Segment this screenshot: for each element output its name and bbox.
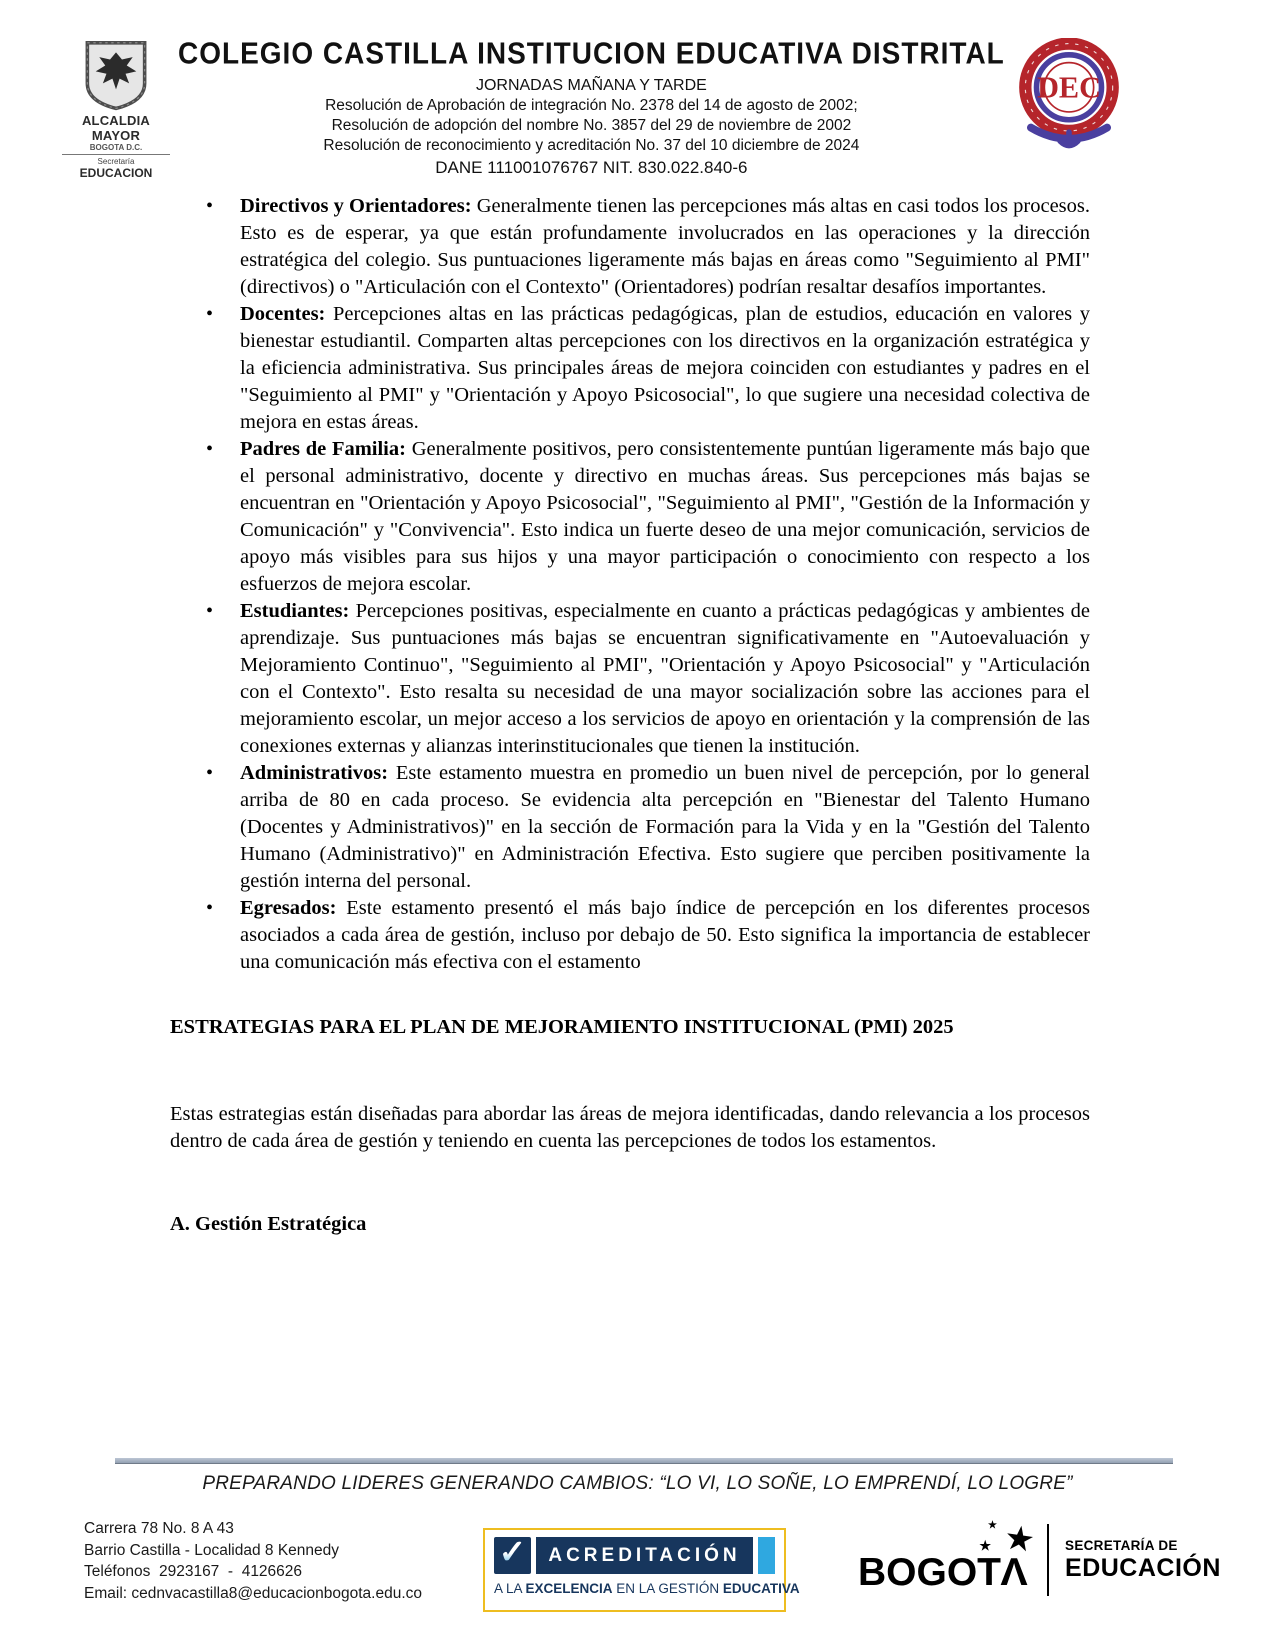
contact-email: Email: cednvacastilla8@educacionbogota.edu.co (84, 1584, 423, 1602)
bullet-text: Percepciones positivas, especialmente en cuanto a prácticas pedagógicas y ambientes de aprendizaje. Sus puntuaciones más bajas se encuentran significativamente en "Autoevaluación y Mejoramiento Continuo", "Seguimiento al PMI", "Orientación y Apoyo Psicosocial" y "Articulación con el Contexto". Esto resalta su necesidad de una mayor socialización sobre las acciones para el mejoramiento escolar, un mejor acceso a los servicios de apoyo en orientación y la comprensión de las conexiones externas y alianzas interinstitucionales que tienen la institución. (240, 600, 1090, 757)
accreditation-word: ACREDITACIÓN (536, 1537, 753, 1574)
bogota-secretaria-logo (858, 1520, 1221, 1596)
tagline-part: EN LA GESTIÓN (612, 1581, 723, 1596)
school-seal-icon (1013, 38, 1125, 150)
tagline-part-bold: EDUCATIVA (722, 1581, 800, 1596)
bullet-egresados (170, 895, 1090, 976)
subsection-a-heading: A. Gestión Estratégica (170, 1213, 367, 1235)
educacion-label: EDUCACIÓN (1065, 1553, 1221, 1582)
bullet-docentes (170, 301, 1090, 436)
bullet-text: Percepciones altas en las prácticas pedagógicas, plan de estudios, educación en valores y bienestar estudiantil. Comparten altas percepciones con los directivos en la organización estratégica y la eficiencia administrativa. Sus principales áreas de mejora coinciden con estudiantes y padres en el "Seguimiento al PMI" y "Orientación y Apoyo Psicosocial", lo que sugiere una necesidad colectiva de mejora en estas áreas. (240, 303, 1090, 433)
bullet-title: Docentes: (240, 303, 326, 325)
bullet-title: Directivos y Orientadores: (240, 195, 472, 217)
checkmark-icon (494, 1533, 531, 1574)
bullet-title: Administrativos: (240, 762, 389, 784)
alcaldia-educacion-label: EDUCACION (79, 166, 153, 180)
contact-address: Carrera 78 No. 8 A 43 (84, 1520, 234, 1537)
bullet-text: Este estamento muestra en promedio un buen nivel de percepción, por lo general arriba de 80 en cada proceso. Se evidencia alta percepción en "Bienestar del Talento Humano (Docentes y Administrativos)" en la sección de Formación para la Vida y en la "Gestión del Talento Humano (Administrativo)" en Administración Efectiva. Esto sugiere que perciben positivamente la gestión interna del personal. (240, 762, 1091, 892)
school-seal-logo (1013, 38, 1125, 150)
secretaria-educacion-text (1065, 1538, 1221, 1583)
document-body (170, 193, 1090, 1238)
bullet-text: Generalmente positivos, pero consistentemente puntúan ligeramente más bajo que el personal administrativo, docente y directivo en muchas áreas. Sus percepciones más bajas se encuentran en "Orientación y Apoyo Psicosocial", "Seguimiento al PMI", "Gestión de la Información y Comunicación" y "Convivencia". Esto indica un fuerte deseo de una mejor comunicación, servicios de apoyo más visibles para sus hijos y una mayor participación o conocimiento con respecto a los esfuerzos de mejora escolar. (240, 438, 1091, 595)
resolution-line-3: Resolución de reconocimiento y acreditación No. 37 del 10 diciembre de 2024 (323, 137, 860, 154)
star-icon: ★ (1004, 1521, 1036, 1558)
bullet-title: Padres de Familia: (240, 438, 406, 460)
bullet-padres-de-familia (170, 436, 1090, 598)
strategies-intro-paragraph: Estas estrategias están diseñadas para abordar las áreas de mejora identificadas, dando relevancia a los procesos dentro de cada área de gestión y teniendo en cuenta las percepciones de todos los estamentos. (170, 1103, 1090, 1152)
bogota-wordmark (858, 1520, 1036, 1595)
contact-phones: Teléfonos 2923167 - 4126626 (84, 1563, 303, 1580)
bullet-directivos-orientadores (170, 193, 1090, 301)
contact-neighborhood: Barrio Castilla - Localidad 8 Kennedy (84, 1541, 340, 1559)
tagline-part-bold: EXCELENCIA (525, 1581, 613, 1596)
accreditation-blue-box (758, 1537, 775, 1574)
alcaldia-mayor-logo (62, 38, 170, 180)
bullet-title: Estudiantes: (240, 600, 350, 622)
accreditation-banner-row (494, 1533, 775, 1574)
bogota-lambda: Λ (1000, 1551, 1028, 1594)
star-icon: ★ (988, 1520, 998, 1531)
accreditation-tagline (494, 1581, 800, 1596)
bullet-text: Este estamento presentó el más bajo índice de percepción en los diferentes procesos asociados a cada área de gestión, incluso por debajo de 50. Esto significa la importancia de establecer una comunicación más efectiva con el estamento (240, 897, 1090, 973)
dane-nit-line: DANE 111001076767 NIT. 830.022.840-6 (435, 158, 748, 177)
alcaldia-shield-icon (80, 38, 152, 112)
bogota-text: BOGOT (858, 1551, 1001, 1594)
bullet-administrativos (170, 760, 1090, 895)
accreditation-badge (483, 1528, 800, 1612)
bullet-title: Egresados: (240, 897, 337, 919)
resolution-line-2: Resolución de adopción del nombre No. 3857 del 29 de noviembre de 2002 (331, 117, 852, 134)
strategies-heading: ESTRATEGIAS PARA EL PLAN DE MEJORAMIENTO INSTITUCIONAL (PMI) 2025 (170, 1016, 954, 1038)
star-icon: ★ (979, 1538, 992, 1553)
logo-divider (1047, 1524, 1049, 1596)
secretaria-de-label: SECRETARÍA DE (1065, 1537, 1178, 1553)
alcaldia-label: ALCALDIA MAYOR (81, 113, 151, 143)
alcaldia-secretaria-label: Secretaría (97, 157, 135, 166)
alcaldia-city-label: BOGOTA D.C. (62, 143, 170, 155)
check-glyph: ✓ (498, 1533, 527, 1570)
school-name: COLEGIO CASTILLA INSTITUCION EDUCATIVA DISTRITAL (178, 36, 1005, 71)
resolution-line-1: Resolución de Aprobación de integración No. 2378 del 14 de agosto de 2002; (325, 97, 858, 114)
svg-text:DEC: DEC (1036, 70, 1101, 105)
jornadas-line: JORNADAS MAÑANA Y TARDE (475, 77, 707, 94)
document-header (62, 36, 1101, 180)
bullet-estudiantes (170, 598, 1090, 760)
contact-info-block (84, 1518, 422, 1604)
tagline-part: A LA (494, 1581, 526, 1596)
header-text-block (170, 38, 1013, 178)
bullet-text: Generalmente tienen las percepciones más altas en casi todos los procesos. Esto es de esperar, ya que están profundamente involucrados en las operaciones y la dirección estratégica del colegio. Sus puntuaciones ligeramente más bajas en áreas como "Seguimiento al PMI" (directivos) o "Articulación con el Contexto" (Orientadores) podrían resaltar desafíos importantes. (240, 195, 1091, 298)
footer-divider (115, 1458, 1173, 1464)
school-motto: PREPARANDO LIDERES GENERANDO CAMBIOS: “LO VI, LO SOÑE, LO EMPRENDÍ, LO LOGRE” (202, 1473, 1073, 1494)
